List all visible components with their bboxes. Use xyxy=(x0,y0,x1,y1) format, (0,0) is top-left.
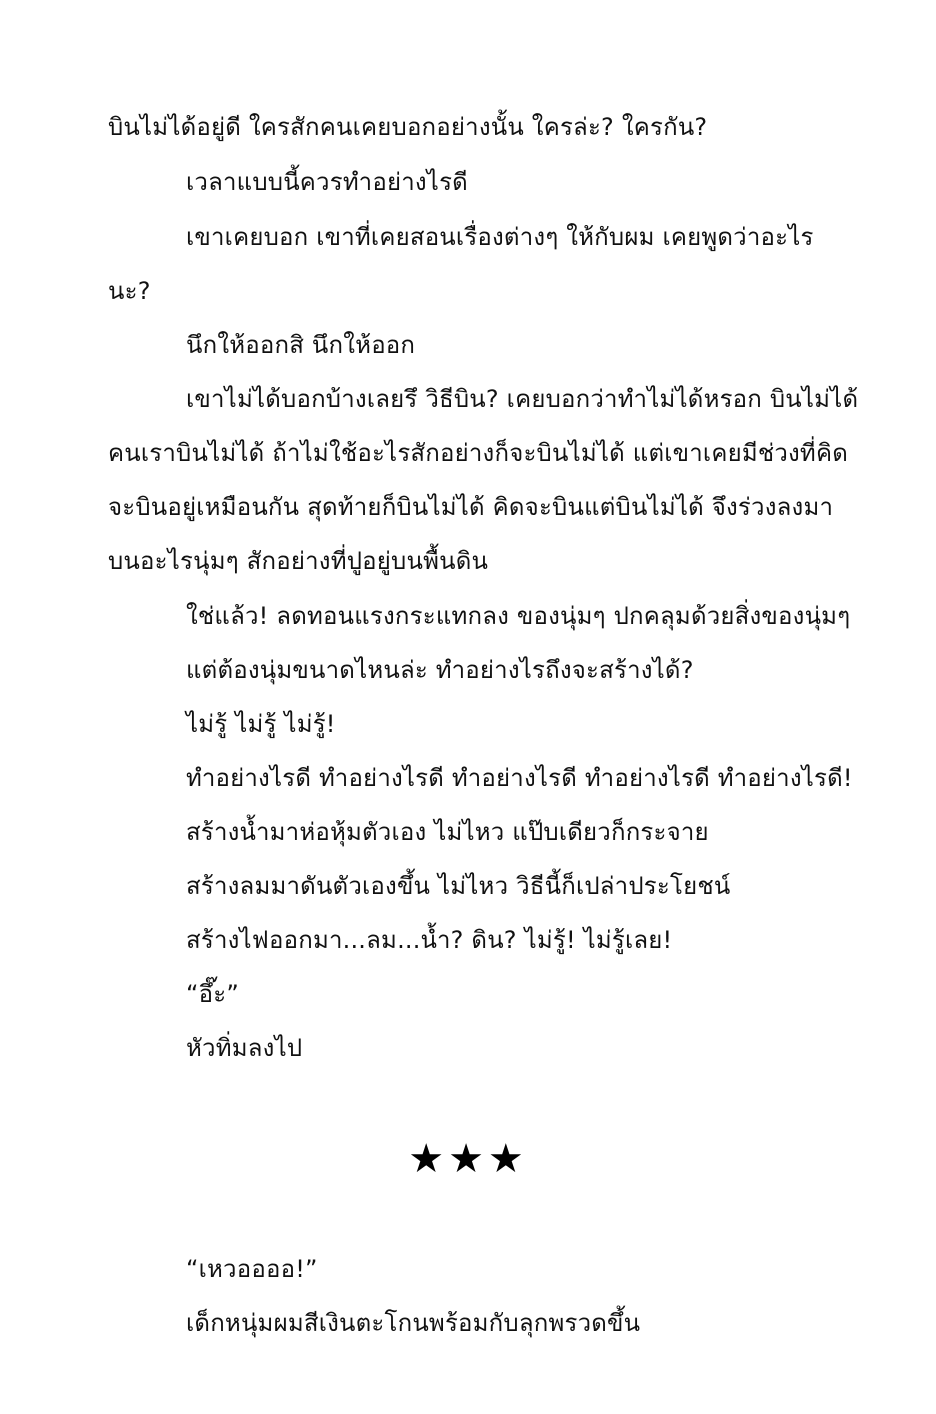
text-line: คนเราบินไม่ได้ ถ้าไม่ใช้อะไรสักอย่างก็จะบินไม่ได้ แต่เขาเคยมีช่วงที่คิด xyxy=(108,439,848,467)
text-line: เขาไม่ได้บอกบ้างเลยรึ วิธีบิน? เคยบอกว่าทำไม่ได้หรอก บินไม่ได้ xyxy=(186,385,859,413)
text-line: จะบินอยู่เหมือนกัน สุดท้ายก็บินไม่ได้ คิดจะบินแต่บินไม่ได้ จึงร่วงลงมา xyxy=(108,493,834,521)
text-line: “เหวออออ!” xyxy=(186,1255,318,1283)
text-line: ไม่รู้ ไม่รู้ ไม่รู้! xyxy=(186,710,336,738)
text-line: หัวทิ่มลงไป xyxy=(186,1034,303,1062)
text-line: เด็กหนุ่มผมสีเงินตะโกนพร้อมกับลุกพรวดขึ้น xyxy=(186,1309,641,1337)
text-line: แต่ต้องนุ่มขนาดไหนล่ะ ทำอย่างไรถึงจะสร้างได้? xyxy=(186,656,694,684)
text-line: บนอะไรนุ่มๆ สักอย่างที่ปูอยู่บนพื้นดิน xyxy=(108,547,489,575)
text-line: ใช่แล้ว! ลดทอนแรงกระแทกลง ของนุ่มๆ ปกคลุมด้วยสิ่งของนุ่มๆ xyxy=(186,602,851,630)
text-line: เวลาแบบนี้ควรทำอย่างไรดี xyxy=(186,168,468,196)
text-line: นึกให้ออกสิ นึกให้ออก xyxy=(186,331,416,359)
text-line: เขาเคยบอก เขาที่เคยสอนเรื่องต่างๆ ให้กับผม เคยพูดว่าอะไร xyxy=(186,223,814,251)
text-line: ทำอย่างไรดี ทำอย่างไรดี ทำอย่างไรดี ทำอย่างไรดี ทำอย่างไรดี! xyxy=(186,764,853,792)
text-line: บินไม่ได้อยู่ดี ใครสักคนเคยบอกอย่างนั้น ใครล่ะ? ใครกัน? xyxy=(108,113,708,141)
text-line: สร้างไฟออกมา...ลม...น้ำ? ดิน? ไม่รู้! ไม่รู้เลย! xyxy=(186,926,673,954)
text-line: สร้างน้ำมาห่อหุ้มตัวเอง ไม่ไหว แป๊บเดียวก็กระจาย xyxy=(186,818,709,846)
text-line: “อึ๊ะ” xyxy=(186,980,239,1008)
text-line: สร้างลมมาดันตัวเองขึ้น ไม่ไหว วิธีนี้ก็เปล่าประโยชน์ xyxy=(186,872,731,900)
scene-break-stars: ★★★ xyxy=(408,1136,528,1182)
text-line: นะ? xyxy=(108,277,151,305)
